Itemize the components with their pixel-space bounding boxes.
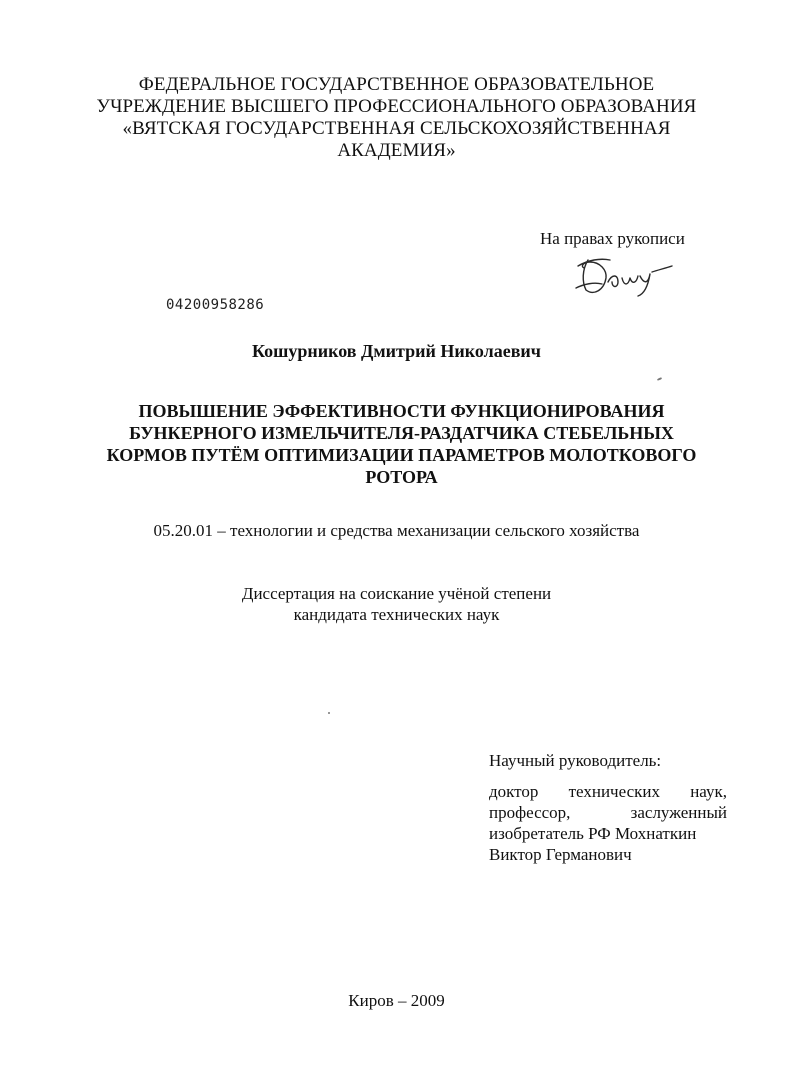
scan-speck bbox=[657, 377, 662, 381]
degree-line: Диссертация на соискание учёной степени bbox=[241, 584, 552, 603]
institution-line: АКАДЕМИЯ» bbox=[337, 140, 456, 161]
institution-line: «ВЯТСКАЯ ГОСУДАРСТВЕННАЯ СЕЛЬСКОХОЗЯЙСТВЕННАЯ bbox=[122, 118, 671, 139]
supervisor-line: изобретатель РФ Мохнаткин bbox=[489, 824, 697, 843]
manuscript-rights-note: На правах рукописи bbox=[540, 229, 685, 248]
dissertation-title bbox=[70, 400, 733, 488]
title-line: БУНКЕРНОГО ИЗМЕЛЬЧИТЕЛЯ-РАЗДАТЧИКА СТЕБЕЛЬНЫХ bbox=[129, 423, 674, 443]
institution-header bbox=[60, 74, 733, 162]
supervisor-word: наук, bbox=[690, 782, 727, 801]
scan-speck bbox=[328, 712, 330, 714]
supervisor-word: доктор bbox=[489, 782, 539, 801]
registry-number-stamp: 04200958286 bbox=[166, 297, 265, 313]
supervisor-line bbox=[489, 781, 727, 802]
supervisor-line: Виктор Германович bbox=[489, 845, 632, 864]
institution-line: УЧРЕЖДЕНИЕ ВЫСШЕГО ПРОФЕССИОНАЛЬНОГО ОБРАЗОВАНИЯ bbox=[96, 96, 697, 117]
supervisor-line bbox=[489, 802, 727, 823]
supervisor-word: технических bbox=[568, 782, 660, 801]
author-name: Кошурников Дмитрий Николаевич bbox=[252, 341, 541, 361]
supervisor-word: заслуженный bbox=[630, 803, 727, 822]
supervisor-details bbox=[489, 781, 727, 865]
title-line: РОТОРА bbox=[365, 467, 438, 487]
city-and-year: Киров – 2009 bbox=[348, 991, 445, 1010]
handwritten-signature bbox=[574, 252, 674, 298]
supervisor-word: профессор, bbox=[489, 803, 571, 822]
degree-statement bbox=[60, 583, 733, 625]
specialty-code: 05.20.01 – технологии и средства механизации сельского хозяйства bbox=[153, 521, 640, 540]
title-line: КОРМОВ ПУТЁМ ОПТИМИЗАЦИИ ПАРАМЕТРОВ МОЛОТКОВОГО bbox=[106, 445, 697, 465]
supervisor-heading: Научный руководитель: bbox=[489, 751, 662, 770]
institution-line: ФЕДЕРАЛЬНОЕ ГОСУДАРСТВЕННОЕ ОБРАЗОВАТЕЛЬНОЕ bbox=[138, 74, 655, 95]
degree-line: кандидата технических наук bbox=[293, 605, 500, 624]
title-line: ПОВЫШЕНИЕ ЭФФЕКТИВНОСТИ ФУНКЦИОНИРОВАНИЯ bbox=[138, 401, 665, 421]
